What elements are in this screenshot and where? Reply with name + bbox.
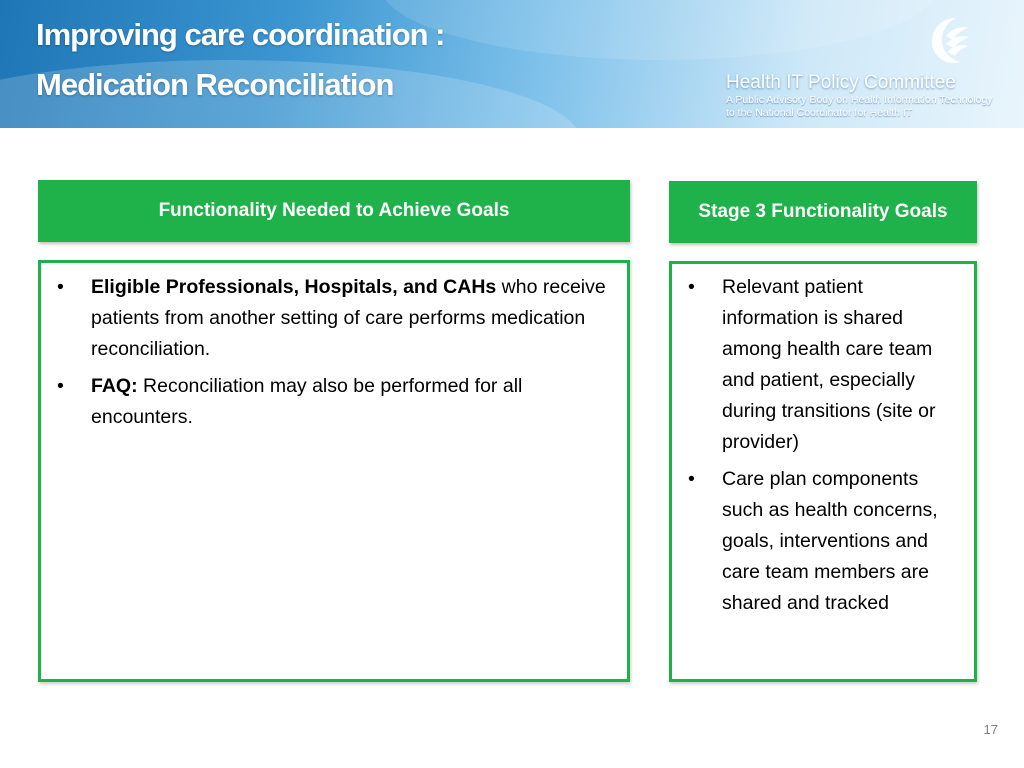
page-number: 17 [983, 722, 998, 737]
list-item [51, 371, 613, 433]
faq-label: FAQ: [91, 375, 138, 397]
org-subtitle [726, 94, 993, 120]
functionality-panel [38, 260, 630, 682]
stage3-goals-heading-label: Stage 3 Functionality Goals [698, 201, 948, 222]
org-subtitle-line2: to the National Coordinator for Health IT [726, 107, 913, 119]
bullet-icon: • [57, 276, 64, 298]
slide-title [36, 10, 445, 110]
slide-title-line2: Medication Reconciliation [36, 67, 394, 102]
org-name: Health IT Policy Committee [726, 72, 956, 93]
title-banner [0, 0, 1024, 128]
functionality-heading-label: Functionality Needed to Achieve Goals [158, 200, 510, 221]
stage3-goals-panel [669, 261, 977, 682]
slide-title-line1: Improving care coordination : [36, 17, 445, 52]
list-item-text: Relevant patient information is shared among health care team and patient, especially during transitions (site or provider) [722, 276, 936, 453]
functionality-heading [38, 180, 630, 242]
bullet-icon: • [688, 276, 695, 298]
stage3-goals-heading [669, 181, 977, 243]
banner-streak [380, 0, 940, 60]
bullet-icon: • [57, 375, 64, 397]
functionality-list [51, 272, 613, 433]
stage3-goals-list [682, 272, 964, 619]
list-item-text: Care plan components such as health concerns, goals, interventions and care team members are shared and tracked [722, 468, 938, 614]
org-subtitle-line1: A Public Advisory Body on Health Information Technology [726, 94, 993, 106]
faq-text: Reconciliation may also be performed for all encounters. [91, 375, 523, 428]
list-item-bold: Eligible Professionals, Hospitals, and CAHs [91, 276, 497, 298]
list-item-text: who receive patients from another setting of care performs medication reconciliation. [91, 276, 606, 360]
bullet-icon: • [688, 468, 695, 490]
list-item [682, 272, 964, 458]
list-item [682, 464, 964, 619]
list-item [51, 272, 613, 365]
hhs-eagle-icon [926, 14, 970, 70]
